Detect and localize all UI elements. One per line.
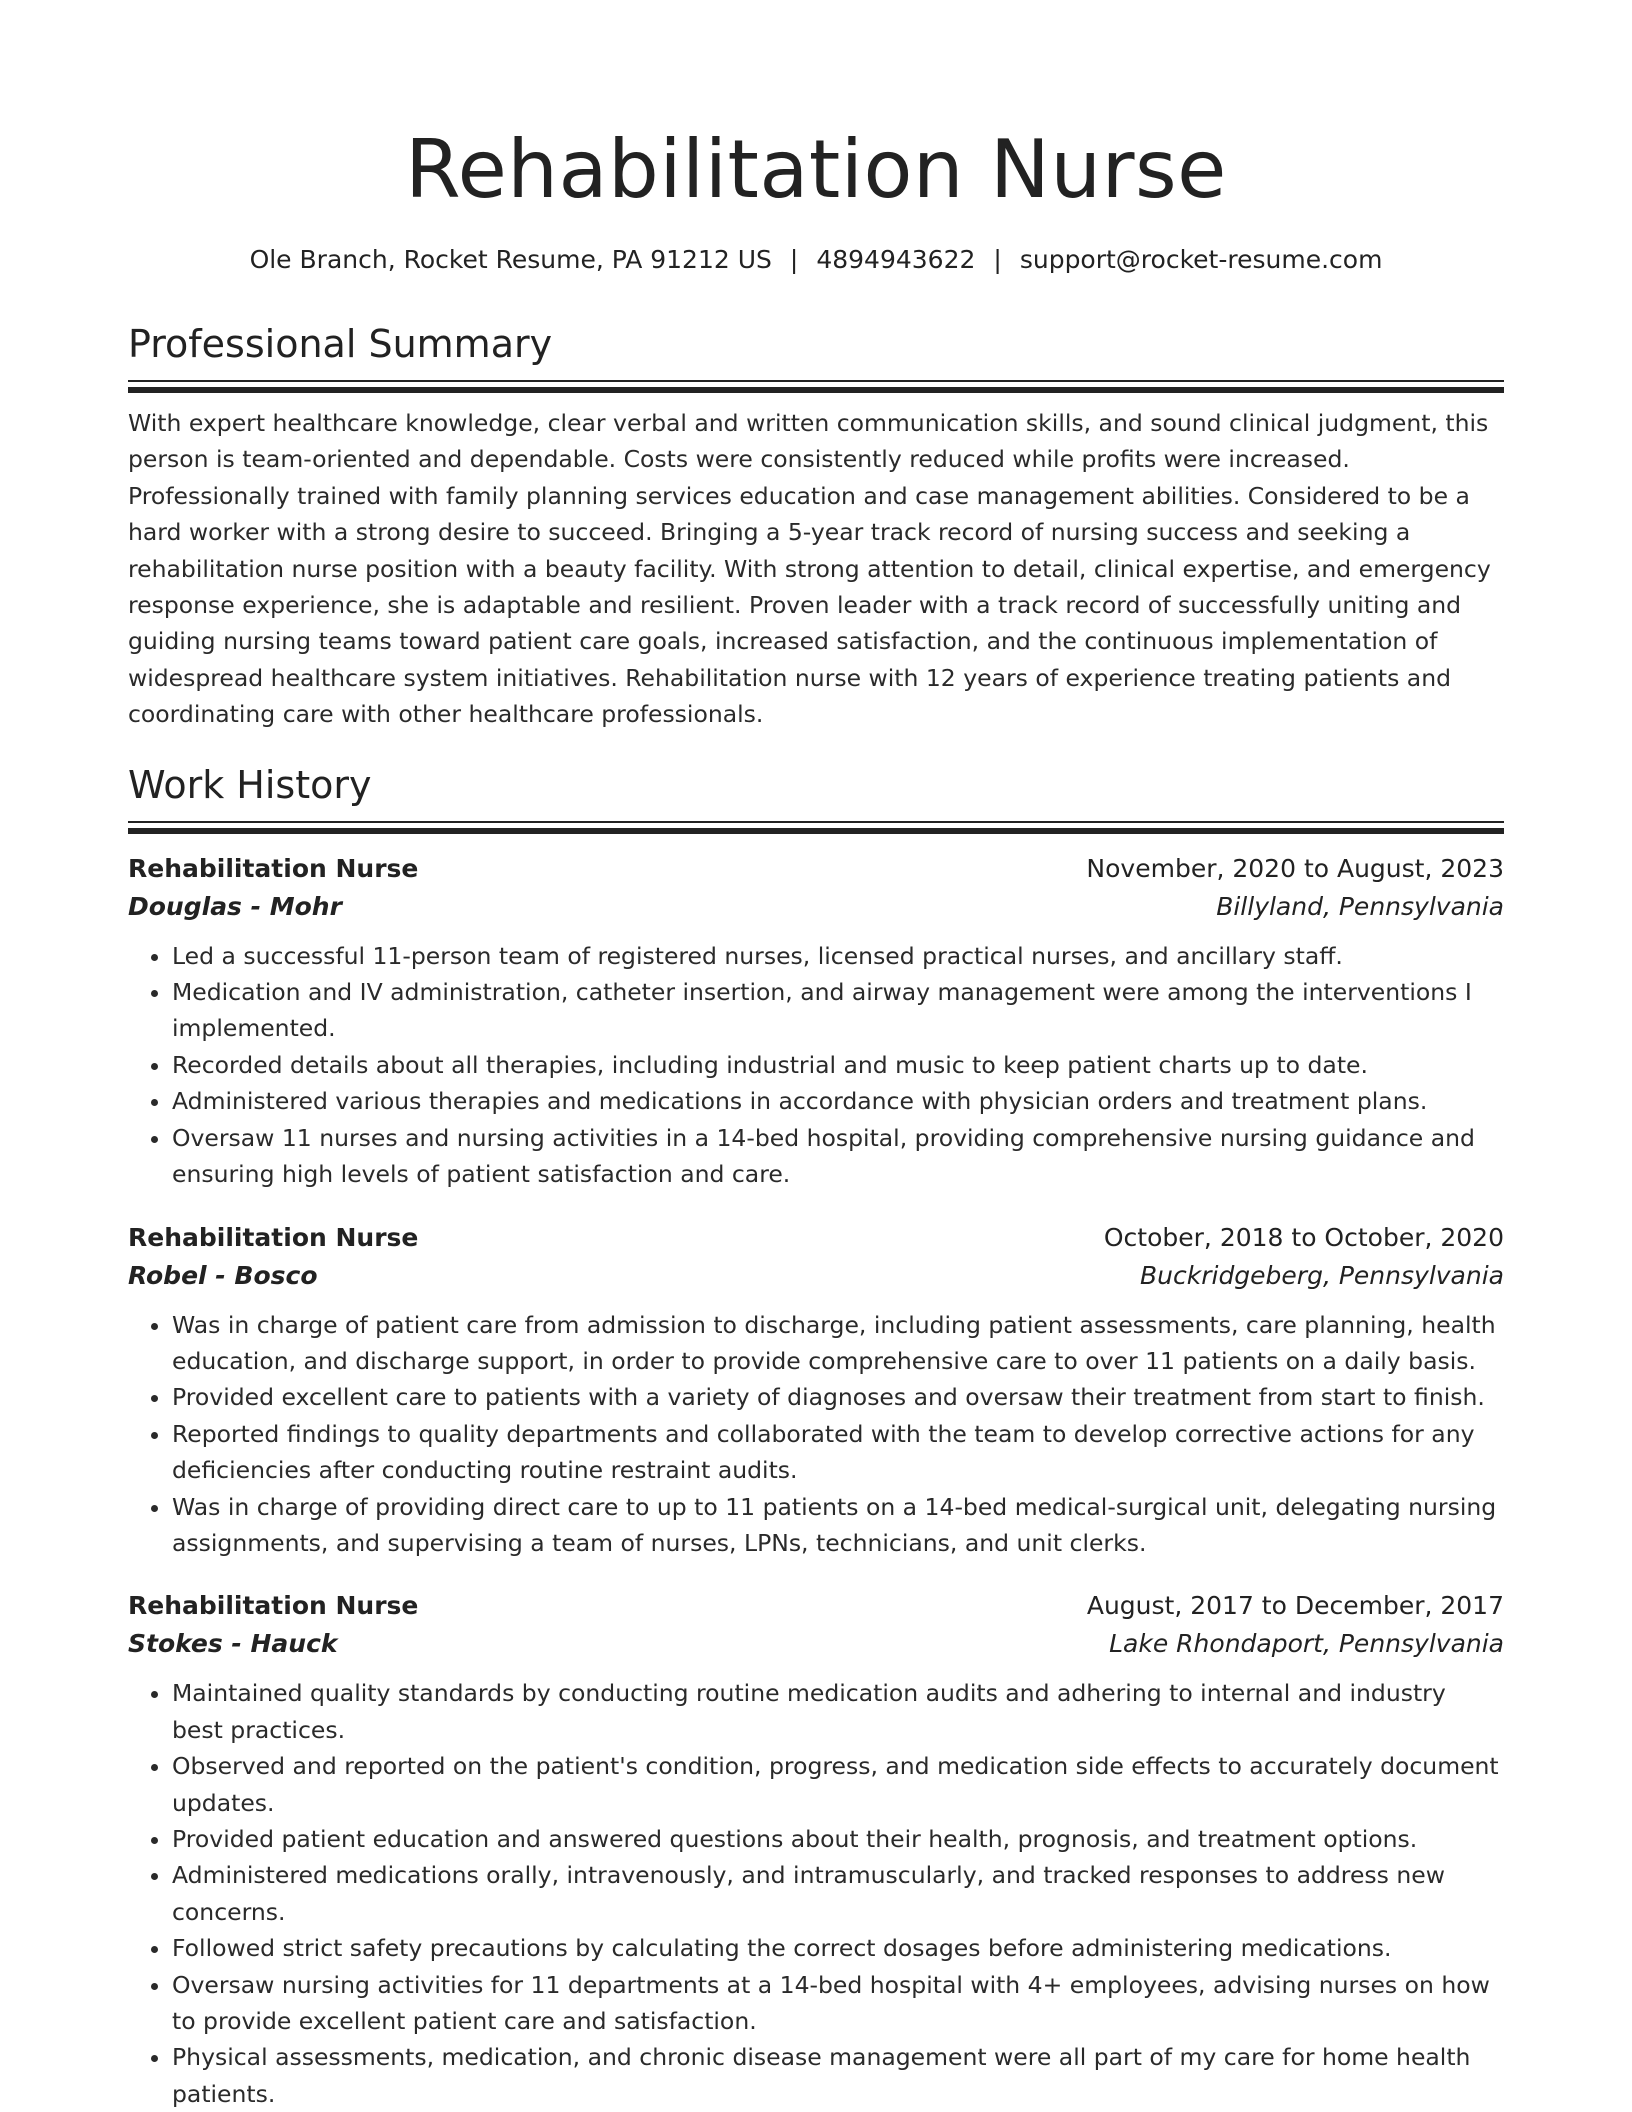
job-bullet: • Recorded details about all therapies, including industrial and music to keep patient charts up to date. [172,1047,1504,1083]
job-bullet: • Followed strict safety precautions by calculating the correct dosages before administering medications. [172,1930,1504,1966]
contact-line [128,242,1504,278]
contact-address: Ole Branch, Rocket Resume, PA 91212 US [249,245,772,274]
contact-separator: | [789,245,799,274]
section-rule-thin [128,380,1504,382]
job-bullets [128,938,1504,1193]
job-dates: November, 2020 to August, 2023 [1086,853,1504,883]
job-bullet: • Led a successful 11-person team of registered nurses, licensed practical nurses, and ancillary staff. [172,938,1504,974]
job-bullet: • Physical assessments, medication, and chronic disease management were all part of my care for home health patients. [172,2039,1504,2112]
job-bullet: • Oversaw nursing activities for 11 departments at a 14-bed hospital with 4+ employees, advising nurses on how to provide excellent patient care and satisfaction. [172,1967,1504,2040]
job-bullet: • Oversaw 11 nurses and nursing activities in a 14-bed hospital, providing comprehensive nursing guidance and ensuring high levels of patient satisfaction and care. [172,1120,1504,1193]
resume-name: Rehabilitation Nurse [405,123,1227,216]
job-entry [128,1587,1504,2112]
job-title: Rehabilitation Nurse [128,853,419,883]
job-company-row [128,1257,1504,1295]
job-company: Stokes - Hauck [128,1629,338,1659]
contact-phone: 4894943622 [816,245,976,274]
job-header-row [128,1219,1504,1257]
job-bullet: • Observed and reported on the patient's condition, progress, and medication side effects to accurately document updates. [172,1748,1504,1821]
job-bullet: • Medication and IV administration, catheter insertion, and airway management were among the interventions I implemented. [172,974,1504,1047]
job-dates: August, 2017 to December, 2017 [1086,1591,1504,1621]
job-dates: October, 2018 to October, 2020 [1103,1222,1504,1252]
resume-content [128,118,1504,2112]
job-bullet: • Administered various therapies and medications in accordance with physician orders and treatment plans. [172,1083,1504,1119]
contact-separator: | [993,245,1002,274]
work-history-section [128,759,1504,2112]
job-location: Buckridgeberg, Pennsylvania [1140,1260,1504,1290]
job-bullet: • Maintained quality standards by conducting routine medication audits and adhering to internal and industry best practices. [172,1675,1504,1748]
job-entry [128,1219,1504,1562]
job-bullet: • Administered medications orally, intravenously, and intramuscularly, and tracked responses to address new concerns. [172,1857,1504,1930]
job-title: Rehabilitation Nurse [128,1222,419,1252]
summary-text: With expert healthcare knowledge, clear verbal and written communication skills, and sound clinical judgment, this person is team-oriented and dependable. Costs were consistently reduced while profits were increased. Professionally trained with family planning services education and case management abilities. Considered to be a hard worker with a strong desire to succeed. Bringing a 5-year track record of nursing success and seeking a rehabilitation nurse position with a beauty facility. With strong attention to detail, clinical expertise, and emergency response experience, she is adaptable and resilient. Proven leader with a track record of successfully uniting and guiding nursing teams toward patient care goals, increased satisfaction, and the continuous implementation of widespread healthcare system initiatives. Rehabilitation nurse with 12 years of experience treating patients and coordinating care with other healthcare professionals. [128,409,1491,729]
job-header-row [128,1587,1504,1625]
job-bullet: • Provided patient education and answered questions about their health, prognosis, and treatment options. [172,1821,1504,1857]
job-location: Billyland, Pennsylvania [1216,891,1504,921]
section-rule-thick [128,828,1504,834]
section-rule-thick [128,387,1504,393]
job-header-row [128,850,1504,888]
job-location: Lake Rhondaport, Pennsylvania [1109,1629,1504,1659]
job-bullets [128,1675,1504,2112]
job-title: Rehabilitation Nurse [128,1591,419,1621]
job-bullet: • Provided excellent care to patients with a variety of diagnoses and oversaw their treatment from start to finish. [172,1379,1504,1415]
job-bullets [128,1307,1504,1562]
job-company: Douglas - Mohr [128,891,342,921]
job-company: Robel - Bosco [128,1260,318,1290]
section-title-summary: Professional Summary [128,322,553,366]
job-company-row [128,1625,1504,1663]
contact-email: support@rocket-resume.com [1019,245,1383,274]
section-title-work: Work History [128,762,372,807]
job-bullet: • Reported findings to quality departments and collaborated with the team to develop corrective actions for any deficiencies after conducting routine restraint audits. [172,1416,1504,1489]
job-entry [128,850,1504,1193]
job-bullet: • Was in charge of providing direct care to up to 11 patients on a 14-bed medical-surgical unit, delegating nursing assignments, and supervising a team of nurses, LPNs, technicians, and unit clerks. [172,1489,1504,1562]
section-rule-thin [128,821,1504,823]
job-bullet: • Was in charge of patient care from admission to discharge, including patient assessments, care planning, health education, and discharge support, in order to provide comprehensive care to over 11 patients on a daily basis. [172,1307,1504,1380]
professional-summary-section [128,318,1504,733]
job-company-row [128,888,1504,926]
